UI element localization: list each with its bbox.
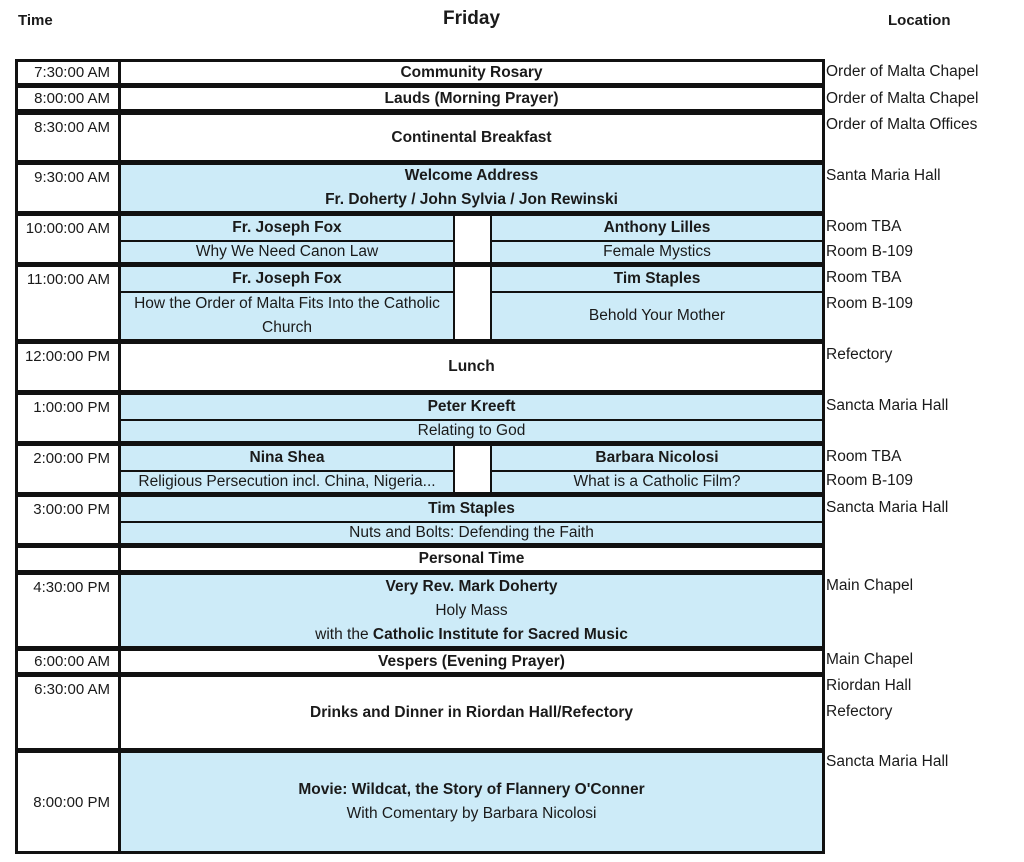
location-column-header: Location (888, 12, 951, 29)
location-text: Riordan Hall (826, 677, 912, 694)
event-title: Tim Staples (121, 497, 822, 521)
event-title: Community Rosary (121, 62, 822, 83)
column-gap (453, 267, 492, 339)
event-subtitle: Fr. Doherty / John Sylvia / Jon Rewinski (325, 191, 618, 208)
speaker-right: Barbara Nicolosi (492, 446, 822, 470)
time-cell: 4:30:00 PM (18, 575, 121, 646)
event-block (121, 165, 822, 211)
time-column-header: Time (18, 12, 53, 29)
location-text: Order of Malta Chapel (826, 90, 979, 107)
location-text: Refectory (826, 346, 893, 363)
event-title: Continental Breakfast (121, 115, 822, 160)
time-cell: 7:30:00 AM (18, 62, 121, 83)
day-title: Friday (443, 8, 501, 29)
schedule-row (15, 674, 825, 751)
event-subtitle: Holy Mass (435, 601, 508, 619)
event-title: Vespers (Evening Prayer) (121, 651, 822, 672)
location-text: Room TBA (826, 218, 902, 235)
event-subtitle: Relating to God (121, 419, 822, 441)
schedule-row (15, 392, 825, 444)
time-cell: 1:00:00 PM (18, 395, 121, 441)
schedule-row (15, 750, 825, 854)
schedule-row (15, 59, 825, 86)
talk-left: Religious Persecution incl. China, Nigeria... (121, 470, 453, 492)
time-cell: 10:00:00 AM (18, 216, 121, 262)
location-text: Room TBA (826, 269, 902, 286)
event-subtitle: With Comentary by Barbara Nicolosi (346, 805, 597, 822)
speaker-left: Fr. Joseph Fox (121, 216, 453, 240)
column-gap (453, 446, 492, 492)
time-cell: 9:30:00 AM (18, 165, 121, 211)
schedule-row (15, 545, 825, 573)
time-cell: 6:00:00 AM (18, 651, 121, 672)
event-title: Movie: Wildcat, the Story of Flannery O'Conner (298, 781, 645, 798)
location-text: Room B-109 (826, 243, 914, 260)
schedule-row (15, 572, 825, 649)
event-title: Welcome Address (404, 167, 539, 184)
location-text: Room B-109 (826, 295, 914, 312)
schedule-row (15, 162, 825, 214)
time-cell: 3:00:00 PM (18, 497, 121, 543)
location-text: Order of Malta Offices (826, 116, 978, 133)
event-note-highlight: Catholic Institute for Sacred Music (372, 625, 628, 643)
location-text: Main Chapel (826, 651, 914, 668)
speaker-right: Anthony Lilles (492, 216, 822, 240)
location-text: Santa Maria Hall (826, 167, 941, 184)
event-title: Peter Kreeft (121, 395, 822, 419)
column-gap (453, 216, 492, 262)
event-title: Very Rev. Mark Doherty (385, 577, 558, 595)
location-text: Room TBA (826, 448, 902, 465)
location-text: Room B-109 (826, 472, 914, 489)
location-text: Sancta Maria Hall (826, 397, 949, 414)
schedule-row (15, 648, 825, 675)
event-block (121, 753, 822, 851)
time-cell: 2:00:00 PM (18, 446, 121, 492)
schedule-row (15, 494, 825, 546)
time-cell: 8:00:00 PM (18, 753, 121, 851)
time-cell (18, 548, 121, 570)
location-text: Sancta Maria Hall (826, 499, 949, 516)
event-title: Drinks and Dinner in Riordan Hall/Refectory (121, 677, 822, 748)
talk-right: What is a Catholic Film? (492, 470, 822, 492)
location-text: Refectory (826, 703, 893, 720)
location-text: Main Chapel (826, 577, 914, 594)
event-subtitle: Nuts and Bolts: Defending the Faith (121, 521, 822, 543)
location-text: Sancta Maria Hall (826, 753, 949, 770)
time-cell: 12:00:00 PM (18, 344, 121, 390)
event-title: Lunch (121, 344, 822, 390)
time-cell: 6:30:00 AM (18, 677, 121, 748)
schedule-row (15, 213, 825, 265)
event-note (315, 623, 628, 647)
schedule-row (15, 112, 825, 163)
time-cell: 8:00:00 AM (18, 88, 121, 109)
schedule-row (15, 85, 825, 112)
event-note-prefix: with the (315, 625, 373, 643)
talk-left: How the Order of Malta Fits Into the Catholic Church (121, 291, 453, 339)
schedule-row (15, 341, 825, 393)
talk-right: Behold Your Mother (492, 291, 822, 339)
location-text: Order of Malta Chapel (826, 63, 979, 80)
talk-left: Why We Need Canon Law (121, 240, 453, 262)
event-title: Lauds (Morning Prayer) (121, 88, 822, 109)
schedule-row (15, 264, 825, 342)
speaker-left: Nina Shea (121, 446, 453, 470)
speaker-right: Tim Staples (492, 267, 822, 291)
speaker-left: Fr. Joseph Fox (121, 267, 453, 291)
talk-right: Female Mystics (492, 240, 822, 262)
event-title: Personal Time (121, 548, 822, 570)
event-block (121, 575, 822, 646)
time-cell: 8:30:00 AM (18, 115, 121, 160)
time-cell: 11:00:00 AM (18, 267, 121, 339)
schedule-row (15, 443, 825, 495)
